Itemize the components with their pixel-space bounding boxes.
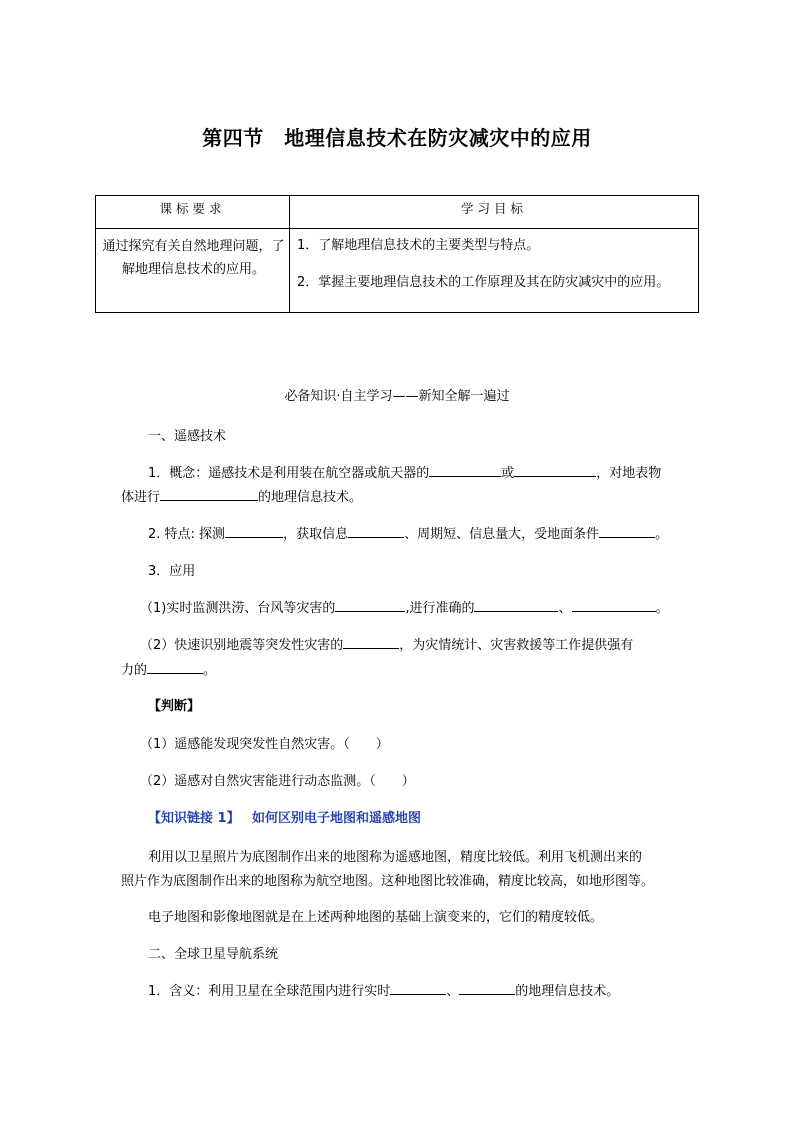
fill-blank[interactable]: [474, 599, 558, 612]
fill-blank[interactable]: [390, 982, 446, 995]
link-paragraph-1: 利用以卫星照片为底图制作出来的地图称为遥感地图，精度比较低。利用飞机测出来的: [148, 850, 643, 865]
text: 、: [558, 601, 572, 616]
text: 2. 特点: 探测: [148, 527, 226, 542]
text: 或: [501, 466, 515, 481]
text: 1．概念：遥感技术是利用装在航空器或航天器的: [148, 466, 430, 481]
application-1: [140, 597, 669, 616]
section-header: 必备知识·自主学习——新知全解一遍过: [284, 389, 510, 404]
fill-blank[interactable]: [225, 525, 283, 538]
page-title: 第四节 地理信息技术在防灾减灾中的应用: [202, 126, 592, 150]
table-cell-goals: [290, 229, 699, 313]
text: 体进行: [121, 490, 161, 505]
text: ，为灾情统计、灾害救援等工作提供强有: [399, 638, 634, 653]
fill-blank[interactable]: [147, 661, 203, 674]
link-paragraph-2: 照片作为底图制作出来的地图称为航空地图。这种地图比较准确，精度比较高，如地形图等。: [121, 874, 655, 889]
link-paragraph-3: 电子地图和影像地图就是在上述两种地图的基础上演变来的，它们的精度较低。: [148, 910, 604, 925]
judge-label: 【判断】: [148, 699, 201, 714]
concept-line-2: [121, 486, 362, 505]
heading-gnss: 二、全球卫星导航系统: [148, 947, 279, 962]
application-2-line-2: [121, 659, 216, 678]
judge-question-1: （1）遥感能发现突发性自然灾害。（ ）: [140, 737, 389, 752]
text: ，获取信息: [283, 527, 349, 542]
heading-remote-sensing: 一、遥感技术: [148, 429, 227, 444]
text: （2）快速识别地震等突发性灾害的: [140, 638, 344, 653]
application-heading: 3．应用: [148, 564, 196, 579]
requirements-table: [95, 195, 699, 313]
text: ,进行准确的: [405, 601, 475, 616]
text: 、周期短、信息量大，受地面条件: [404, 527, 600, 542]
fill-blank[interactable]: [335, 599, 405, 612]
fill-blank[interactable]: [343, 636, 399, 649]
text: 1．含义：利用卫星在全球范围内进行实时: [148, 984, 391, 999]
fill-blank[interactable]: [459, 982, 515, 995]
fill-blank[interactable]: [514, 464, 596, 477]
fill-blank[interactable]: [572, 599, 656, 612]
table-header-standard: 课标要求: [96, 196, 290, 229]
table-header-goals: 学习目标: [290, 196, 699, 229]
features-line: [148, 523, 668, 542]
text: 力的: [121, 663, 148, 678]
fill-blank[interactable]: [429, 464, 501, 477]
fill-blank[interactable]: [160, 488, 258, 501]
table-cell-standard: 通过探究有关自然地理问题，了解地理信息技术的应用。: [96, 229, 290, 313]
goal-1: 1．了解地理信息技术的主要类型与特点。: [297, 238, 540, 253]
text: 的地理信息技术。: [258, 490, 363, 505]
judge-question-2: （2）遥感对自然灾害能进行动态监测。（ ）: [140, 774, 415, 789]
fill-blank[interactable]: [348, 525, 404, 538]
text: 、: [446, 984, 460, 999]
text: ，对地表物: [596, 466, 662, 481]
text: 。: [203, 663, 217, 678]
knowledge-link: [148, 807, 421, 826]
concept-line-1: [148, 462, 661, 481]
text: 。: [655, 601, 669, 616]
fill-blank[interactable]: [599, 525, 655, 538]
knowledge-link-title: 如何区别电子地图和遥感地图: [251, 811, 421, 826]
knowledge-link-label: 【知识链接 1】: [148, 811, 240, 826]
text: 的地理信息技术。: [515, 984, 620, 999]
gnss-definition: [148, 980, 619, 999]
text: 。: [655, 527, 669, 542]
goal-2: 2．掌握主要地理信息技术的工作原理及其在防灾减灾中的应用。: [297, 275, 670, 290]
application-2-line-1: [140, 634, 633, 653]
text: （1)实时监测洪涝、台风等灾害的: [140, 601, 336, 616]
